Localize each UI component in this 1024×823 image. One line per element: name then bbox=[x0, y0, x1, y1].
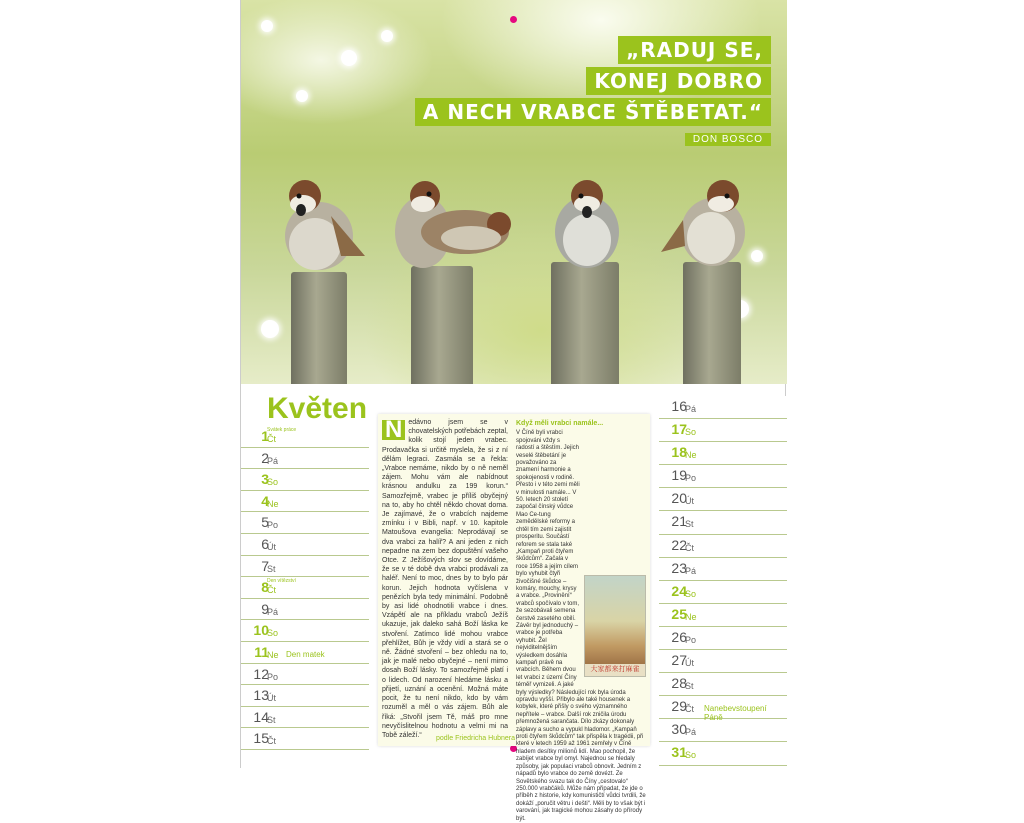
day-number: 6 bbox=[261, 535, 269, 552]
day-name: Čt bbox=[267, 736, 276, 747]
day-name: Po bbox=[685, 473, 697, 484]
day-left-row bbox=[241, 599, 369, 621]
quote-author: DON BOSCO bbox=[685, 133, 771, 146]
day-number: 13 bbox=[253, 687, 269, 704]
article-text-1: edávno jsem se v chovatelských potřebách zeptal, kolik stojí jeden vrabec. Prodavačka si určitě myslela, že si z ní dělám legraci. Zasmála se a řekla: „Vrabce nemáme, nikdo by o ně neměl zájem. Mohu vám ale nabídnout krásnou andulku za 199 korun.“ Samozřejmě, vrabec je příliš obyčejný na to, aby ho chtěl někdo chovat doma. Je zajímavé, že o vrabcích najdeme zmínku i v Bibli, např. v 10. kapitole Matoušova evangelia: Neprodávají se dva vrabci za halíř? A ani jeden z nich nepadne na zem bez dopuštění vašeho Otce. Z Ježíšových slov se dovídáme, že se v té době dva vrabci prodávali za haléř. Není to moc, dnes by to bylo pár korun. Jejich hodnota vyčíslena v penězích byla tedy minimální. Podobně by asi lidé ohodnotili vrabce i dnes. Vzápětí ale na příkladu vrabců Ježíš ukazuje, jak daleko sahá Boží láska ke stvoření. Zatímco lidé mohou vrabce přehlížet, Bůh je vždy vidí a stará se o ně. Žádné stvoření – bez ohledu na to, jak je malé nebo obyčejné – není mimo dosah Boží lásky. To samozřejmě platí i o lidech. Od narození hledáme lásku a přijetí, uznání a ocenění. Možná máte pocit, že tu není nikdo, kdo by vám rozuměl a měl o vás zájem. Bůh ale říká: „Stvořil jsem Tě, máš pro mne nevyčíslitelnou hodnotu a velmi mi na Tobě záleží.“ bbox=[382, 419, 508, 739]
day-number: 11 bbox=[254, 643, 269, 660]
day-name: St bbox=[267, 563, 276, 574]
article-box bbox=[378, 414, 650, 822]
day-number: 15 bbox=[253, 730, 269, 747]
binding-hole-top bbox=[510, 16, 517, 23]
quote-line-1: „RADUJ SE, bbox=[618, 36, 771, 64]
day-name: Út bbox=[267, 693, 276, 704]
day-name: So bbox=[685, 427, 697, 438]
day-event: Nanebevstoupení Páně bbox=[704, 704, 767, 723]
day-left-row bbox=[241, 707, 369, 729]
day-right-row bbox=[659, 535, 787, 558]
day-number: 28 bbox=[671, 675, 687, 692]
day-name: Ne bbox=[267, 649, 279, 660]
day-right-row bbox=[659, 419, 787, 442]
day-left-row bbox=[241, 469, 369, 491]
day-number: 31 bbox=[671, 744, 687, 761]
day-name: Čt bbox=[685, 542, 694, 553]
day-right-row bbox=[659, 581, 787, 604]
day-right-row bbox=[659, 511, 787, 534]
drop-cap: N bbox=[382, 420, 405, 440]
day-number: 16 bbox=[671, 398, 687, 414]
day-name: Pá bbox=[267, 606, 279, 617]
article-text-2: V Číně byli vrabci spojováni vždy s radostí a štěstím. Jejich veselé štěbetání je považováno za znamení harmonie a spokojenosti v rodině. Přesto i v této zemi měli v minulosti namále... V 50. letech 20 století započal čínský vůdce Mao Ce-tung zemědělské reformy a chtěl tím zemi zajistit prosperitu. Součástí reforem se stala také „Kampaň proti čtyřem škůdcům“. Začala v roce 1958 a jejím cílem bylo vyhubit čtyři živočišné škůdce – komáry, mouchy, krysy a vrabce. „Provinění“ vrabců spočívalo v tom, že sezobávali semena čerstvě zasetého obilí. Závěr byl jednoduchý – vrabce je potřeba vyhubit. Žel nejviditelnějším výsledkem dosáhla kampaň právě na vrabcích. Během dvou let vrabci z území Číny téměř vymizeli. A jaké byly výsledky? Následující rok byla úroda opravdu vyšší. Přibylo ale také housenek a kobylek, které přišly o svého významného nepřítele – vrabce. Další rok zničila úrodu přemnožená sarančata. Dílo zkázy dokonaly záplavy a sucho a vypukl hladomor. „Kampaň proti čtyřem škůdcům“ tak přispěla k tragédii, při které v letech 1959 až 1961 zemřely v Číně hladem desítky milionů lidí. Mao pochopil, že zabíjet vrabce byl omyl. Najednou se hledaly způsoby, jak populaci vrabců obnovit. Jedním z nápadů bylo vrabce do země dovézt. Ze Sovětského svazu tak do Číny „cestovalo“ 250.000 vrabčáků. Může nám připadat, že jde o příběh z historie, kdy komunističtí vůdci tvrdili, že dokáží „poručit větru i dešti“. Měli by to však být i varování, jak tragické mohou zásahy do přírody být. bbox=[516, 430, 646, 822]
day-number: 26 bbox=[671, 628, 687, 645]
day-name: Pá bbox=[685, 404, 697, 414]
holiday-note: Den vítězství bbox=[267, 578, 296, 585]
day-number: 30 bbox=[671, 721, 687, 738]
day-name: So bbox=[685, 750, 697, 761]
day-number: 5 bbox=[261, 514, 269, 531]
day-name: Pá bbox=[685, 727, 697, 738]
day-number: 12 bbox=[253, 665, 269, 682]
day-number: 9 bbox=[261, 600, 269, 617]
day-left-row bbox=[241, 685, 369, 707]
day-name: Čt bbox=[267, 585, 276, 596]
sparrow-1 bbox=[271, 176, 367, 276]
day-name: Út bbox=[685, 496, 694, 507]
day-right-row bbox=[659, 650, 787, 673]
day-name: Út bbox=[267, 541, 276, 552]
day-number: 1 bbox=[261, 428, 269, 444]
day-right-row bbox=[659, 673, 787, 696]
article-column-1 bbox=[382, 418, 508, 740]
day-left-row bbox=[241, 556, 369, 578]
day-number: 29 bbox=[671, 698, 687, 715]
poster-caption: 大家都来打麻雀 bbox=[585, 664, 645, 676]
day-right-row bbox=[659, 696, 787, 723]
sparrow-3 bbox=[547, 176, 627, 272]
quote-line-3: A NECH VRABCE ŠTĚBETAT.“ bbox=[415, 98, 771, 126]
day-right-row bbox=[659, 604, 787, 627]
day-number: 18 bbox=[671, 444, 687, 461]
quote-box bbox=[415, 36, 771, 147]
day-name: Čt bbox=[267, 434, 276, 444]
day-number: 8 bbox=[261, 579, 269, 596]
day-number: 27 bbox=[671, 652, 687, 669]
day-name: St bbox=[267, 714, 276, 725]
day-number: 20 bbox=[671, 490, 687, 507]
day-left-row bbox=[241, 664, 369, 686]
day-left-row bbox=[241, 491, 369, 513]
day-right-row bbox=[659, 627, 787, 650]
holiday-note: Svátek práce bbox=[267, 427, 297, 433]
day-number: 25 bbox=[671, 605, 687, 622]
day-name: Po bbox=[267, 520, 279, 531]
quote-line-2: KONEJ DOBRO bbox=[586, 67, 771, 95]
day-event: Den matek bbox=[286, 649, 325, 659]
day-number: 7 bbox=[261, 557, 269, 574]
day-right-row bbox=[659, 396, 787, 419]
day-left-row bbox=[241, 448, 369, 470]
day-name: Ne bbox=[685, 450, 697, 461]
article-source: podle Friedricha Hubnera bbox=[436, 735, 515, 742]
day-name: Pá bbox=[685, 565, 697, 576]
day-name: Čt bbox=[685, 704, 694, 715]
day-left-row bbox=[241, 642, 369, 664]
day-right-row bbox=[659, 465, 787, 488]
day-number: 22 bbox=[671, 536, 687, 553]
day-number: 17 bbox=[671, 421, 687, 438]
day-name: Pá bbox=[267, 455, 279, 466]
day-number: 10 bbox=[253, 622, 269, 639]
day-right-row bbox=[659, 558, 787, 581]
day-number: 14 bbox=[253, 708, 269, 725]
days-column-right bbox=[659, 396, 787, 768]
days-column-left bbox=[241, 384, 369, 768]
day-name: Po bbox=[267, 671, 279, 682]
day-name: Po bbox=[685, 634, 697, 645]
day-left-row bbox=[241, 620, 369, 642]
sparrow-4 bbox=[661, 176, 761, 272]
calendar-page bbox=[240, 0, 786, 822]
day-number: 4 bbox=[261, 492, 269, 509]
day-right-row bbox=[659, 488, 787, 511]
day-number: 24 bbox=[671, 582, 687, 599]
day-name: St bbox=[685, 681, 694, 692]
day-name: So bbox=[267, 477, 279, 488]
day-name: Ne bbox=[685, 611, 697, 622]
day-left-row bbox=[241, 534, 369, 556]
month-title: Květen bbox=[267, 392, 368, 425]
day-name: So bbox=[267, 628, 279, 639]
day-number: 19 bbox=[671, 467, 687, 484]
day-right-row bbox=[659, 719, 787, 742]
day-number: 21 bbox=[671, 513, 687, 530]
day-right-row bbox=[659, 442, 787, 465]
article-subtitle: Když měli vrabci namále... bbox=[516, 420, 604, 427]
day-number: 23 bbox=[671, 559, 687, 576]
day-left-row bbox=[241, 426, 369, 448]
day-name: Ne bbox=[267, 498, 279, 509]
day-number: 2 bbox=[261, 449, 269, 466]
day-name: So bbox=[685, 588, 697, 599]
day-name: St bbox=[685, 519, 694, 530]
day-left-row bbox=[241, 728, 369, 750]
day-left-row bbox=[241, 512, 369, 534]
day-number: 3 bbox=[261, 471, 269, 488]
day-right-row bbox=[659, 742, 787, 765]
sparrows-photo bbox=[241, 0, 787, 384]
sparrow-2 bbox=[381, 176, 511, 276]
day-left-row bbox=[241, 577, 369, 599]
day-name: Út bbox=[685, 658, 694, 669]
propaganda-poster-image bbox=[584, 575, 646, 677]
